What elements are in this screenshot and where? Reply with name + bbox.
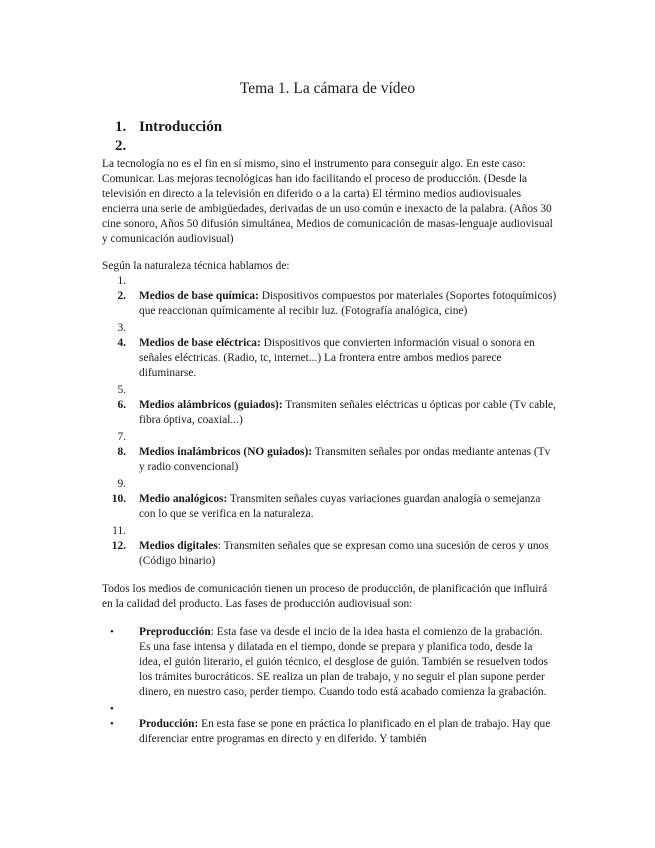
item-term: Medios alámbricos (guiados): (139, 399, 283, 411)
bullet-icon: • (110, 703, 114, 715)
section-number: 1. (115, 119, 127, 135)
bullet-list (102, 625, 557, 749)
item-number: 11. (112, 525, 126, 537)
item-term: Medios digitales (139, 540, 218, 552)
item-body (139, 336, 557, 381)
item-text: Dispositivos compuestos por materiales (Soportes fotoquímicos) que reaccionan químicamente al recibir luz. (Fotografía analógica, cine) (139, 290, 557, 317)
bullet-item (102, 625, 557, 700)
item-text: Transmiten señales eléctricas u ópticas por cable (Tv cable, fibra óptiva, coaxial...) (139, 399, 556, 426)
item-number: 7. (117, 431, 126, 443)
section-label: Introducción (139, 119, 223, 135)
item-number: 1. (117, 275, 126, 287)
outro-paragraph: Todos los medios de comunicación tienen un proceso de producción, de planificación que influirá en la calidad del producto. Las fases de producción audiovisual son: (102, 583, 548, 610)
document-title: Tema 1. La cámara de vídeo (239, 80, 416, 97)
intro-paragraph: La tecnología no es el fin en sí mismo, sino el instrumento para conseguir algo. En este caso: Comunicar. Las mejoras tecnológicas han ido facilitando el proceso de producción. (Desde la televisión en directo a la televisión en diferido o a la carta) El término medios audiovisuales encierra una serie de ambigüedades, derivadas de un uso común e inexacto de la palabra. (Años 30 cine sonoro, Años 50 difusión simultánea, Medios de comunicación de masas-lenguaje audiovisual y comunicación audiovisual) (102, 158, 553, 245)
bullet-icon: • (110, 718, 114, 730)
numbered-item (102, 445, 557, 475)
bullet-item (102, 717, 557, 747)
section-heading-introduccion (115, 118, 222, 137)
section-number-empty: 2. (115, 138, 127, 154)
item-number: 9. (117, 478, 126, 490)
bullet-item (102, 702, 557, 717)
numbered-item (102, 289, 557, 319)
bullet-body (139, 717, 557, 747)
item-number: 8. (117, 446, 126, 458)
item-term: Medios de base química: (139, 290, 259, 302)
item-number: 6. (117, 399, 126, 411)
item-term: Medios de base eléctrica: (139, 337, 261, 349)
bullet-text: : Esta fase va desde el incio de la idea hasta el comienzo de la grabación. Es una fase intensa y dilatada en el tiempo, donde se prepara y planifica todo, desde la idea, el guión literario, el guión técnico, el desglose de guión. También se resuelven todos los trámites burocráticos. SE realiza un plan de trabajo, y no seguir el plan supone perder dinero, en nuestro caso, perder tiempo. Cuando todo está acabado comienza la grabación. (139, 626, 548, 698)
numbered-item (102, 492, 557, 522)
lead-paragraph: Según la naturaleza técnica hablamos de: (102, 260, 290, 272)
item-number: 5. (117, 384, 126, 396)
numbered-item (102, 477, 557, 492)
item-text: Transmiten señales cuyas variaciones guardan analogía o semejanza con lo que se verifica en la naturaleza. (139, 493, 541, 520)
numbered-item (102, 430, 557, 445)
numbered-item (102, 274, 557, 289)
item-text: : Transmiten señales que se expresan como una sucesión de ceros y unos (Código binario) (139, 540, 549, 567)
numbered-list (102, 274, 557, 571)
item-body (139, 445, 557, 475)
item-body (139, 492, 557, 522)
item-body (139, 398, 557, 428)
bullet-icon: • (110, 626, 114, 638)
bullet-body (139, 625, 557, 700)
item-number: 2. (117, 290, 126, 302)
item-text: Transmiten señales por ondas mediante antenas (Tv y radio convencional) (139, 446, 551, 473)
numbered-item (102, 336, 557, 381)
item-term: Medios inalámbricos (NO guiados): (139, 446, 313, 458)
bullet-term: Preproducción (139, 626, 211, 638)
numbered-item (102, 539, 557, 569)
item-term: Medio analógicos: (139, 493, 228, 505)
item-number: 3. (117, 322, 126, 334)
item-number: 12. (111, 540, 126, 552)
item-number: 4. (117, 337, 126, 349)
item-body (139, 289, 557, 319)
numbered-item (102, 383, 557, 398)
numbered-item (102, 398, 557, 428)
item-text: Dispositivos que convierten información visual o sonora en señales eléctricas. (Radio, tc, internet...) La frontera entre ambos medios parece difuminarse. (139, 337, 535, 379)
bullet-term: Producción: (139, 718, 199, 730)
numbered-item (102, 321, 557, 336)
item-body (139, 539, 557, 569)
numbered-item (102, 524, 557, 539)
item-number: 10. (111, 493, 126, 505)
bullet-text: En esta fase se pone en práctica lo planificado en el plan de trabajo. Hay que diferenciar entre programas en directo y en diferido. Y también (139, 718, 551, 745)
